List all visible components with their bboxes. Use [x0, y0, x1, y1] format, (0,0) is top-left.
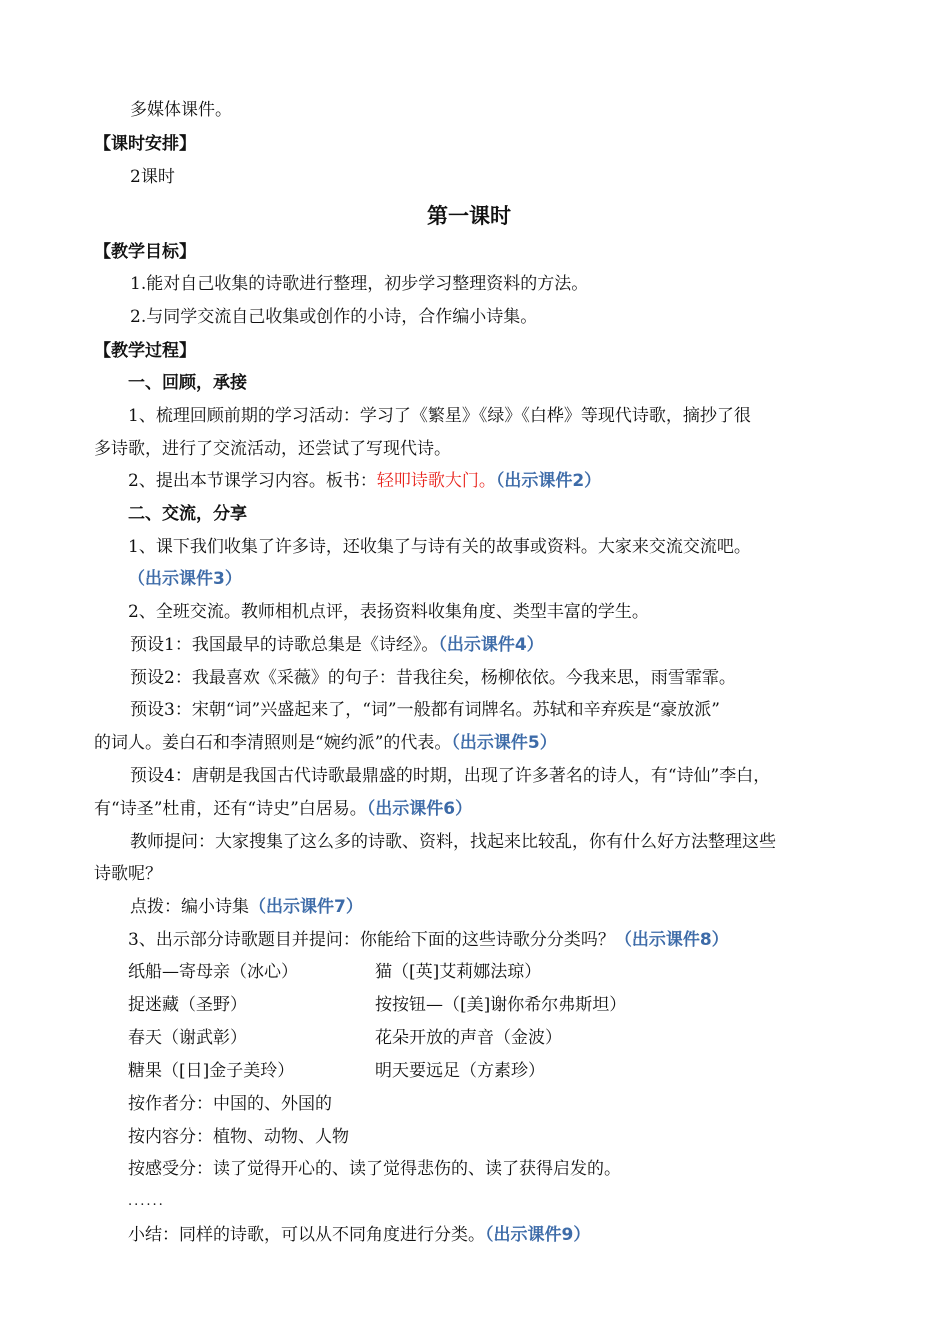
preset-line	[130, 633, 544, 657]
paragraph-text: 2、提出本节课学习内容。板书：	[128, 471, 377, 491]
preset-text: 的词人。姜白石和李清照则是“婉约派”的代表。	[94, 733, 452, 753]
classify-by-author: 按作者分：中国的、外国的	[128, 1094, 332, 1114]
paragraph-line: 多诗歌，进行了交流活动，还尝试了写现代诗。	[94, 439, 451, 459]
hint-text: 点拨：编小诗集	[130, 897, 249, 917]
courseware-ref: （出示课件3）	[128, 569, 242, 589]
preset-text: 预设1：我国最早的诗歌总集是《诗经》。	[130, 635, 439, 655]
poem-title: 纸船—寄母亲（冰心）	[128, 962, 298, 982]
paragraph-line: 1、课下我们收集了许多诗，还收集了与诗有关的故事或资料。大家来交流交流吧。	[128, 537, 751, 557]
summary-text: 小结：同样的诗歌，可以从不同角度进行分类。	[128, 1225, 485, 1245]
paragraph-line	[128, 469, 601, 493]
paragraph-line: 2、全班交流。教师相机点评，表扬资料收集角度、类型丰富的学生。	[128, 602, 649, 622]
classify-by-feeling: 按感受分：读了觉得开心的、读了觉得悲伤的、读了获得启发的。	[128, 1159, 621, 1179]
poem-title: 按按钮—（[美]谢你希尔弗斯坦）	[375, 995, 627, 1015]
question-line	[128, 928, 729, 952]
poem-title: 糖果（[日]金子美玲）	[128, 1061, 295, 1081]
lesson-title: 第一课时	[427, 203, 511, 228]
preset-text: 有“诗圣”杜甫，还有“诗史”白居易。	[94, 799, 367, 819]
poem-title: 猫（[英]艾莉娜法琼）	[375, 962, 542, 982]
poem-title: 花朵开放的声音（金波）	[375, 1028, 562, 1048]
ellipsis: ......	[128, 1194, 165, 1209]
preset-line	[94, 797, 472, 821]
courseware-ref: （出示课件7）	[249, 897, 363, 917]
preset-line: 预设2：我最喜欢《采薇》的句子：昔我往矣，杨柳依依。今我来思，雨雪霏霏。	[130, 668, 736, 688]
courseware-ref: （出示课件6）	[366, 799, 473, 819]
paragraph-line: 1、梳理回顾前期的学习活动：学习了《繁星》《绿》《白桦》等现代诗歌，摘抄了很	[128, 406, 751, 426]
board-text: 轻叩诗歌大门。	[376, 471, 496, 491]
courseware-ref: （出示课件2）	[495, 471, 602, 491]
poem-title: 捉迷藏（圣野）	[128, 995, 247, 1015]
hint-line	[130, 895, 363, 919]
schedule-heading: 【课时安排】	[94, 134, 196, 154]
preset-line	[94, 731, 557, 755]
classify-by-content: 按内容分：植物、动物、人物	[128, 1127, 349, 1147]
courseware-ref: （出示课件9）	[485, 1225, 591, 1245]
teacher-question: 诗歌呢？	[94, 864, 162, 884]
goal-item: 1.能对自己收集的诗歌进行整理，初步学习整理资料的方法。	[130, 274, 589, 294]
process-heading: 【教学过程】	[94, 341, 196, 361]
question-text: 3、出示部分诗歌题目并提问：你能给下面的这些诗歌分分类吗？	[128, 930, 615, 950]
summary-line	[128, 1223, 590, 1247]
preset-line: 预设3：宋朝“词”兴盛起来了，“词”一般都有词牌名。苏轼和辛弃疾是“豪放派”	[130, 700, 720, 720]
teacher-question: 教师提问：大家搜集了这么多的诗歌、资料，找起来比较乱，你有什么好方法整理这些	[130, 832, 776, 852]
schedule-value: 2课时	[130, 167, 175, 187]
courseware-ref: （出示课件8）	[614, 930, 729, 950]
poem-title: 春天（谢武彰）	[128, 1028, 247, 1048]
goals-heading: 【教学目标】	[94, 242, 196, 262]
courseware-ref: （出示课件4）	[438, 635, 544, 655]
poem-title: 明天要远足（方素珍）	[375, 1061, 545, 1081]
goal-item: 2.与同学交流自己收集或创作的小诗，合作编小诗集。	[130, 307, 538, 327]
part2-heading: 二、交流，分享	[128, 504, 247, 524]
part1-heading: 一、回顾，承接	[128, 373, 247, 393]
courseware-ref: （出示课件5）	[451, 733, 557, 753]
materials-line: 多媒体课件。	[130, 100, 232, 120]
preset-line: 预设4：唐朝是我国古代诗歌最鼎盛的时期，出现了许多著名的诗人，有“诗仙”李白，	[130, 766, 771, 786]
